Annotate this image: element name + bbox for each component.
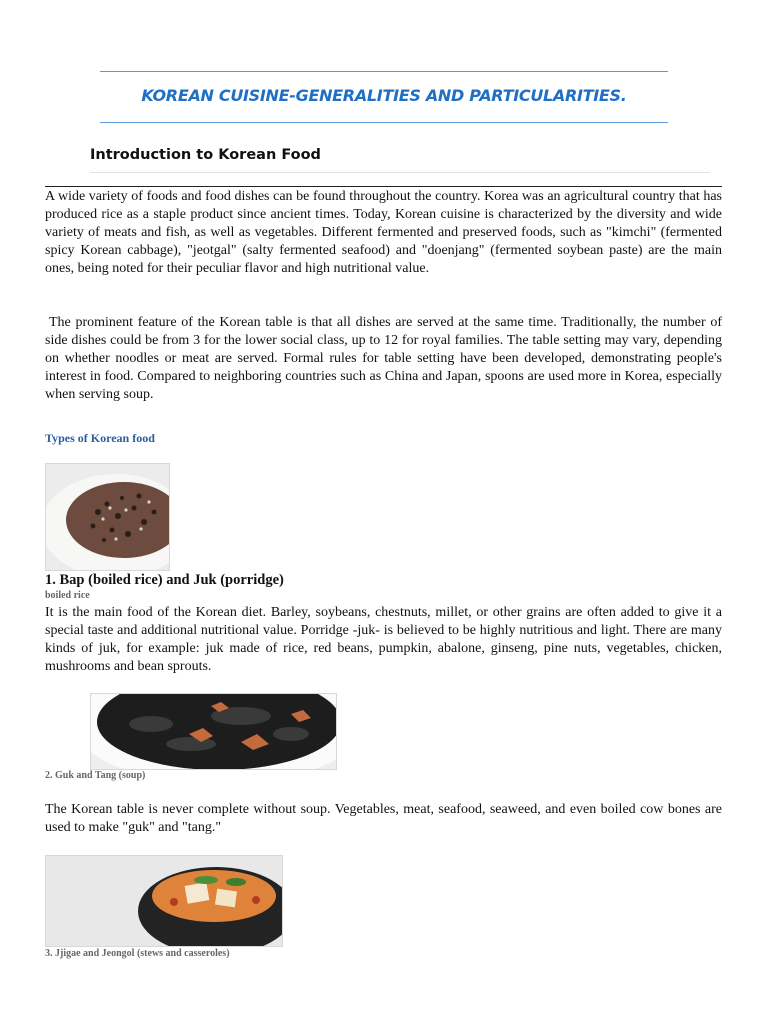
- section-3-caption: 3. Jjigae and Jeongol (stews and casseroles): [45, 948, 230, 959]
- intro-divider: [45, 186, 722, 187]
- section-1-body: It is the main food of the Korean diet. Barley, soybeans, chestnuts, millet, or other grains are often added to give it a special taste and additional nutritional value. Porridge -juk- is believed to be highly nutritious and light. There are many kinds of juk, for example: juk made of rice, red beans, pumpkin, abalone, ginseng, pine nuts, vegetables, chicken, mushrooms and bean sprouts.: [45, 605, 722, 674]
- section-2-body: The Korean table is never complete without soup. Vegetables, meat, seafood, seaweed, and even boiled cow bones are used to make "guk" and "tang.": [45, 802, 722, 835]
- title-top-rule: [100, 71, 668, 72]
- section-1-title: 1. Bap (boiled rice) and Juk (porridge): [45, 572, 284, 588]
- section-2-caption: 2. Guk and Tang (soup): [45, 770, 146, 781]
- intro-paragraph-2: The prominent feature of the Korean table is that all dishes are served at the same time. Traditionally, the number of side dishes could be from 3 for the lower social class, up to 12 for royal families. The table setting may vary, depending on whether noodles or meat are served. Formal rules for table setting have been developed, demonstrating people's interest in food. Compared to neighboring countries such as China and Japan, spoons are used more in Korea, especially when serving soup.: [45, 315, 722, 402]
- intro-paragraph-1: A wide variety of foods and food dishes can be found throughout the country. Korea was an agricultural country that has produced rice as a staple product since ancient times. Today, Korean cuisine is characterized by the diversity and wide variety of meats and fish, as well as vegetables. Different fermented and preserved foods, such as "kimchi" (fermented spicy Korean cabbage), "jeotgal" (salty fermented seafood) and "doenjang" (fermented soybean paste) are the main ones, being noted for their peculiar flavor and high nutritional value.: [45, 189, 722, 276]
- boiled-rice-photo: [45, 463, 170, 571]
- intro-heading: Introduction to Korean Food: [90, 147, 321, 163]
- section-1-caption: boiled rice: [45, 590, 90, 601]
- types-heading: Types of Korean food: [45, 431, 155, 445]
- stew-photo: [45, 855, 283, 947]
- soup-illustration: [91, 694, 336, 769]
- document-title: KOREAN CUISINE-GENERALITIES AND PARTICULARITIES.: [141, 86, 627, 105]
- stew-illustration: [46, 856, 282, 946]
- title-bottom-rule: [100, 122, 668, 123]
- boiled-rice-illustration: [46, 464, 169, 570]
- soup-photo: [90, 693, 337, 770]
- intro-heading-rule: [90, 172, 710, 173]
